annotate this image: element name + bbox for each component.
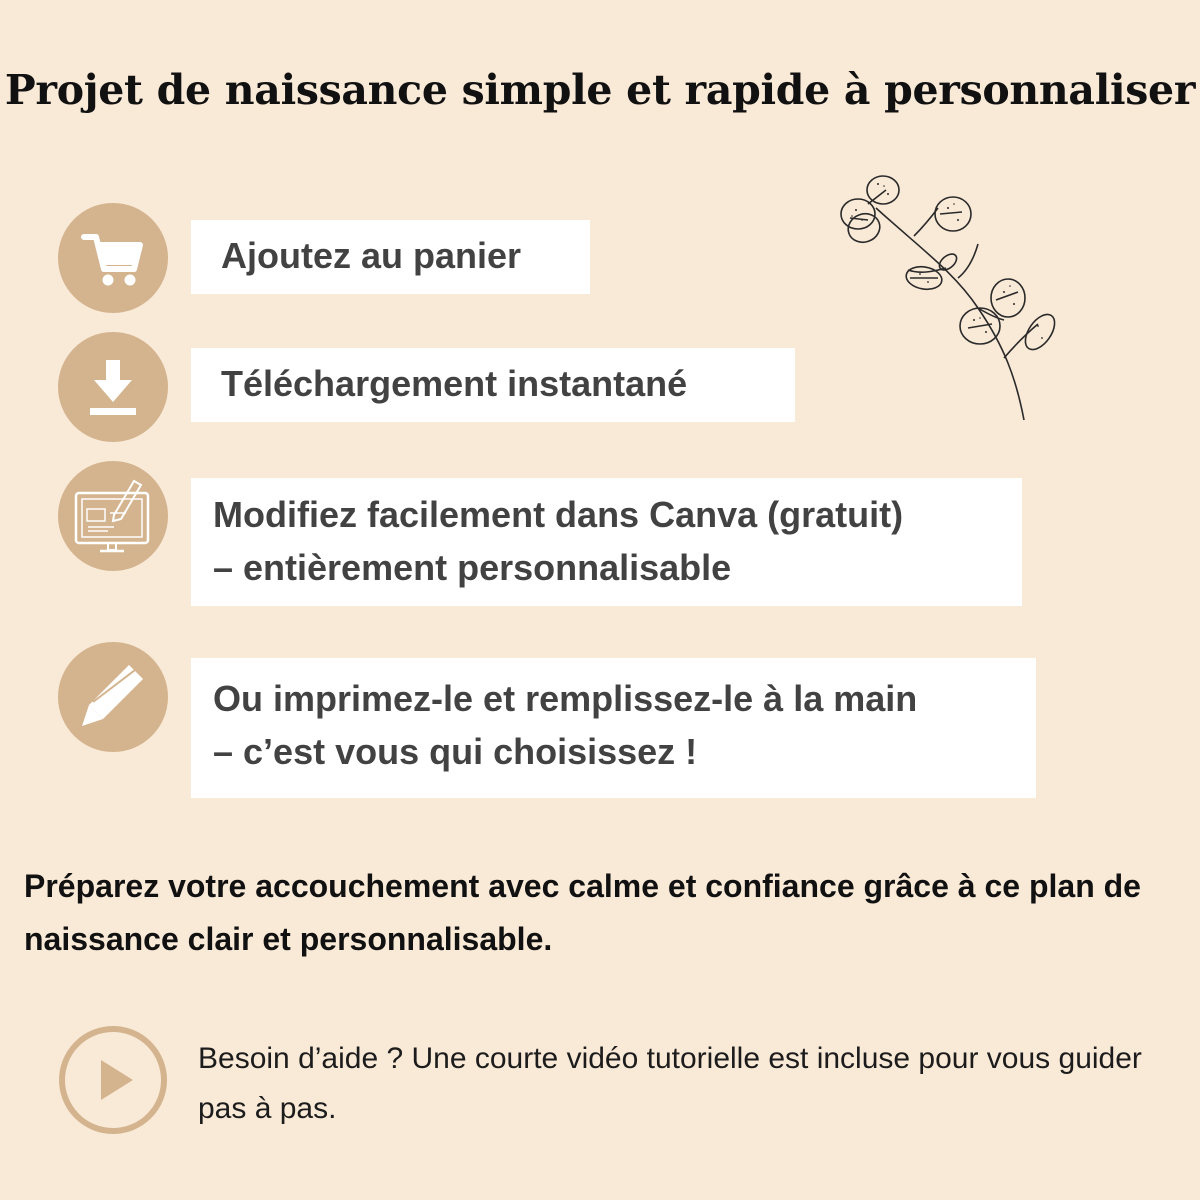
computer-edit-icon — [68, 471, 158, 561]
page-title: Projet de naissance simple et rapide à personnaliser — [4, 66, 1196, 114]
cart-circle — [58, 203, 168, 313]
pencil-icon — [73, 657, 153, 737]
feature-canva-line2: – entièrement personnalisable — [213, 547, 732, 588]
tutorial-play-button[interactable] — [59, 1026, 167, 1134]
feature-cart-box — [191, 220, 590, 294]
feature-cart-text: Ajoutez au panier — [221, 235, 522, 276]
shopping-cart-icon — [78, 223, 148, 293]
download-circle — [58, 332, 168, 442]
feature-print-line2: – c’est vous qui choisissez ! — [213, 731, 698, 772]
feature-canva-box — [191, 478, 1022, 606]
help-text: Besoin d’aide ? Une courte vidéo tutorielle est incluse pour vous guider pas à pas. — [198, 1042, 1142, 1125]
pencil-circle — [58, 642, 168, 752]
download-icon — [78, 352, 148, 422]
computer-circle — [58, 461, 168, 571]
eucalyptus-sprig-illustration — [828, 168, 1068, 428]
feature-print-box — [191, 658, 1036, 798]
play-icon — [83, 1050, 143, 1110]
description-paragraph: Préparez votre accouchement avec calme et confiance grâce à ce plan de naissance clair et personnalisable. — [24, 868, 1141, 957]
feature-download-text: Téléchargement instantané — [221, 363, 688, 404]
feature-canva-line1: Modifiez facilement dans Canva (gratuit) — [213, 494, 904, 535]
feature-print-line1: Ou imprimez-le et remplissez-le à la main — [213, 678, 918, 719]
feature-download-box — [191, 348, 795, 422]
